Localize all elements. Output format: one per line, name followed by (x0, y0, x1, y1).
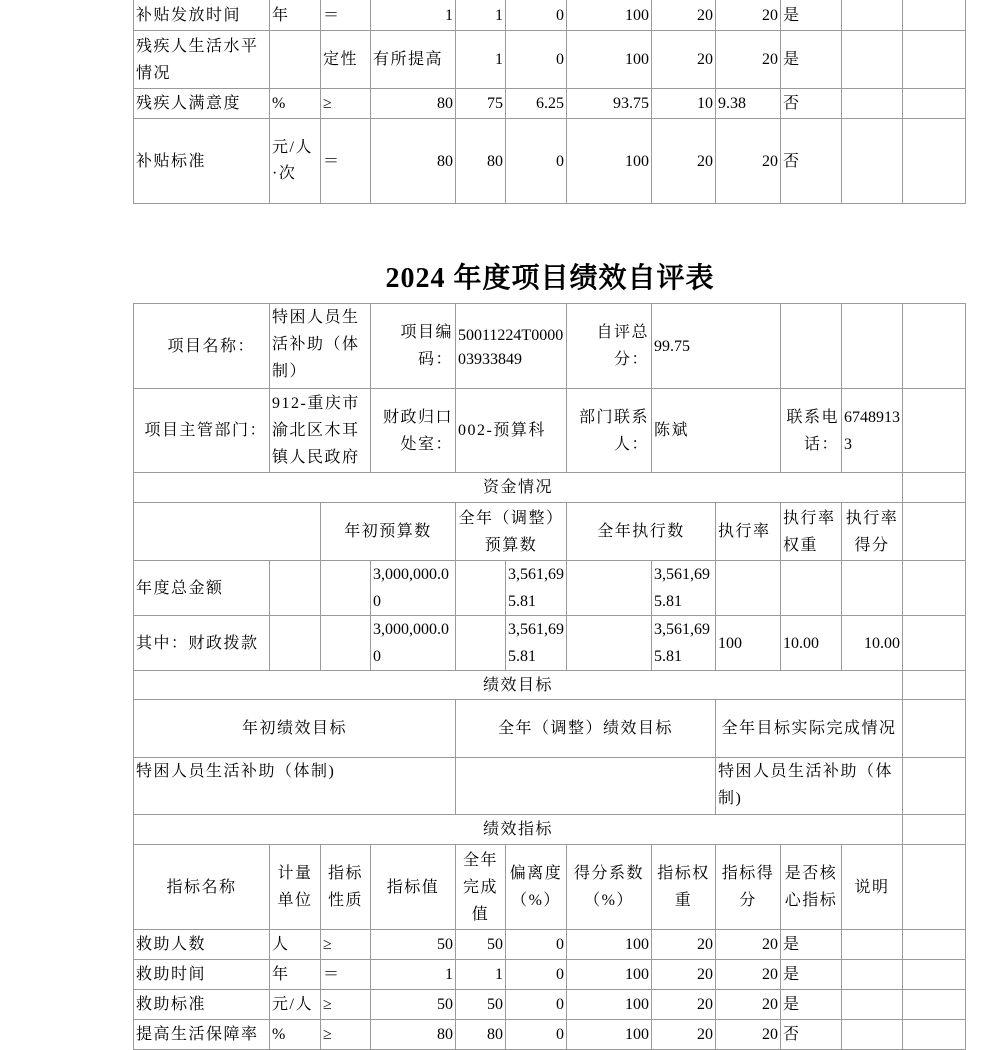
indicator-header: 计量单位 (270, 845, 321, 930)
indicator-cell-0: 救助人数 (134, 930, 270, 960)
indicator-cell-10 (842, 990, 903, 1020)
indicator-cell-4: 1 (456, 960, 506, 990)
indicator-cell-11 (903, 990, 966, 1020)
indicator-cell-9: 是 (781, 0, 842, 31)
indicator-row (134, 990, 966, 1020)
indicator-cell-10 (842, 930, 903, 960)
indicator-cell-6: 100 (567, 119, 652, 204)
indicator-cell-0: 残疾人生活水平情况 (134, 31, 270, 89)
indicator-cell-4: 80 (456, 1020, 506, 1050)
empty-cell (903, 758, 966, 815)
empty-cell (903, 616, 966, 671)
adjusted-goal (456, 758, 716, 815)
empty-cell (903, 671, 966, 700)
indicator-header: 偏离度（%） (506, 845, 567, 930)
indicator-cell-3: 50 (371, 990, 456, 1020)
finance-office-label: 财政归口处室： (371, 389, 456, 473)
empty-cell (456, 561, 506, 616)
rate-weight: 10.00 (781, 616, 842, 671)
funds-section-header: 资金情况 (134, 473, 903, 503)
indicator-cell-3: 80 (371, 1020, 456, 1050)
dept: 912-重庆市渝北区木耳镇人民政府 (270, 389, 371, 473)
indicator-header: 指标得分 (716, 845, 781, 930)
indicator-cell-2: ＝ (321, 960, 371, 990)
indicator-cell-6: 100 (567, 0, 652, 31)
indicator-header: 是否核心指标 (781, 845, 842, 930)
indicator-cell-5: 0 (506, 930, 567, 960)
indicator-header: 指标值 (371, 845, 456, 930)
indicator-cell-0: 补贴发放时间 (134, 0, 270, 31)
indicator-cell-2: ≥ (321, 1020, 371, 1050)
empty-cell (134, 503, 321, 561)
indicator-cell-7: 20 (652, 990, 716, 1020)
rate-score (842, 561, 903, 616)
indicator-cell-11 (903, 89, 966, 119)
indicator-cell-7: 20 (652, 119, 716, 204)
indicator-cell-7: 20 (652, 31, 716, 89)
initial-budget: 3,000,000.00 (371, 561, 456, 616)
empty-cell (270, 616, 321, 671)
indicator-cell-7: 20 (652, 0, 716, 31)
indicator-cell-3: 50 (371, 930, 456, 960)
indicator-cell-1: 年 (270, 0, 321, 31)
indicator-header: 说明 (842, 845, 903, 930)
indicator-cell-8: 20 (716, 930, 781, 960)
indicator-cell-8: 20 (716, 990, 781, 1020)
indicator-cell-5: 0 (506, 0, 567, 31)
indicator-row (134, 0, 966, 31)
goals-header: 全年目标实际完成情况 (716, 700, 903, 758)
page-title: 2024 年度项目绩效自评表 (385, 263, 715, 294)
indicator-cell-3: 有所提高 (371, 31, 456, 89)
indicator-header: 全年完成值 (456, 845, 506, 930)
indicator-cell-2: ≥ (321, 930, 371, 960)
indicator-cell-8: 20 (716, 1020, 781, 1050)
indicator-cell-2: 定性 (321, 31, 371, 89)
indicator-cell-4: 75 (456, 89, 506, 119)
indicator-cell-0: 补贴标准 (134, 119, 270, 204)
self-evaluation-table (133, 303, 966, 1050)
indicator-header: 指标权重 (652, 845, 716, 930)
phone: 67489133 (842, 389, 903, 473)
funds-row-label: 其中：财政拨款 (134, 616, 270, 671)
indicator-cell-6: 100 (567, 990, 652, 1020)
execution-rate: 100 (716, 616, 781, 671)
project-code-label: 项目编码： (371, 304, 456, 389)
indicator-cell-3: 1 (371, 0, 456, 31)
indicator-cell-9: 是 (781, 31, 842, 89)
empty-cell (903, 389, 966, 473)
indicator-cell-6: 100 (567, 930, 652, 960)
indicator-cell-4: 50 (456, 930, 506, 960)
indicator-cell-3: 80 (371, 119, 456, 204)
previous-indicator-table (133, 0, 966, 204)
indicator-cell-7: 20 (652, 930, 716, 960)
indicator-cell-6: 100 (567, 960, 652, 990)
dept-label: 项目主管部门： (134, 389, 270, 473)
indicator-row (134, 89, 966, 119)
indicator-cell-2: ≥ (321, 990, 371, 1020)
indicator-header: 指标性质 (321, 845, 371, 930)
indicator-row (134, 930, 966, 960)
project-name-label: 项目名称： (134, 304, 270, 389)
goals-header-row (134, 700, 966, 758)
contact: 陈斌 (652, 389, 781, 473)
empty-cell (842, 304, 903, 389)
indicator-cell-11 (903, 960, 966, 990)
indicator-cell-4: 80 (456, 119, 506, 204)
indicator-cell-0: 提高生活保障率 (134, 1020, 270, 1050)
indicator-cell-4: 1 (456, 31, 506, 89)
initial-goal: 特困人员生活补助（体制) (134, 758, 456, 815)
indicator-cell-10 (842, 960, 903, 990)
goals-header: 年初绩效目标 (134, 700, 456, 758)
indicator-cell-0: 救助时间 (134, 960, 270, 990)
empty-cell (321, 616, 371, 671)
indicator-cell-3: 80 (371, 89, 456, 119)
goals-row (134, 758, 966, 815)
indicator-cell-5: 0 (506, 119, 567, 204)
goals-section-header: 绩效目标 (134, 671, 903, 700)
project-name: 特困人员生活补助（体制） (270, 304, 371, 389)
indicator-cell-10 (842, 119, 903, 204)
info-row-2 (134, 389, 966, 473)
empty-cell (903, 503, 966, 561)
adjusted-budget: 3,561,695.81 (506, 616, 567, 671)
funds-header-row (134, 503, 966, 561)
phone-label: 联系电话： (781, 389, 842, 473)
indicator-cell-2: ＝ (321, 0, 371, 31)
indicator-row (134, 1020, 966, 1050)
self-score-label: 自评总分： (567, 304, 652, 389)
indicator-cell-5: 0 (506, 990, 567, 1020)
indicator-cell-4: 50 (456, 990, 506, 1020)
indicator-cell-3: 1 (371, 960, 456, 990)
indicator-cell-9: 否 (781, 1020, 842, 1050)
adjusted-budget: 3,561,695.81 (506, 561, 567, 616)
empty-cell (903, 700, 966, 758)
empty-cell (903, 561, 966, 616)
indicator-cell-8: 20 (716, 0, 781, 31)
indicator-cell-5: 6.25 (506, 89, 567, 119)
indicator-header: 得分系数（%） (567, 845, 652, 930)
indicator-cell-6: 93.75 (567, 89, 652, 119)
indicator-header: 指标名称 (134, 845, 270, 930)
indicator-cell-5: 0 (506, 960, 567, 990)
self-score: 99.75 (652, 304, 781, 389)
indicator-cell-6: 100 (567, 1020, 652, 1050)
indicator-cell-7: 20 (652, 1020, 716, 1050)
indicator-cell-0: 残疾人满意度 (134, 89, 270, 119)
indicator-cell-5: 0 (506, 31, 567, 89)
indicator-cell-11 (903, 31, 966, 89)
indicator-cell-9: 否 (781, 89, 842, 119)
empty-cell (270, 561, 321, 616)
indicator-cell-1 (270, 31, 321, 89)
indicator-cell-8: 20 (716, 31, 781, 89)
empty-cell (903, 304, 966, 389)
funds-header: 执行率 (716, 503, 781, 561)
actual-goal: 特困人员生活补助（体制) (716, 758, 903, 815)
indicator-cell-0: 救助标准 (134, 990, 270, 1020)
funds-row (134, 616, 966, 671)
funds-header: 全年（调整）预算数 (456, 503, 567, 561)
indicator-cell-11 (903, 119, 966, 204)
empty-cell (903, 845, 966, 930)
rate-score: 10.00 (842, 616, 903, 671)
indicator-cell-7: 20 (652, 960, 716, 990)
indicator-cell-1: % (270, 1020, 321, 1050)
indicator-cell-1: 元/人·次 (270, 119, 321, 204)
rate-weight (781, 561, 842, 616)
indicator-cell-10 (842, 1020, 903, 1050)
indicator-cell-10 (842, 89, 903, 119)
execution-rate (716, 561, 781, 616)
indicator-cell-9: 是 (781, 960, 842, 990)
empty-cell (456, 616, 506, 671)
indicator-cell-10 (842, 0, 903, 31)
contact-label: 部门联系人： (567, 389, 652, 473)
finance-office: 002-预算科 (456, 389, 567, 473)
indicator-cell-8: 9.38 (716, 89, 781, 119)
funds-row (134, 561, 966, 616)
funds-header: 全年执行数 (567, 503, 716, 561)
indicators-section-header: 绩效指标 (134, 815, 903, 845)
indicator-cell-11 (903, 1020, 966, 1050)
indicator-cell-5: 0 (506, 1020, 567, 1050)
empty-cell (903, 473, 966, 503)
empty-cell (903, 815, 966, 845)
indicator-row (134, 31, 966, 89)
executed-amount: 3,561,695.81 (652, 561, 716, 616)
indicator-cell-1: 人 (270, 930, 321, 960)
indicator-cell-9: 否 (781, 119, 842, 204)
funds-row-label: 年度总金额 (134, 561, 270, 616)
indicator-cell-6: 100 (567, 31, 652, 89)
funds-header: 年初预算数 (321, 503, 456, 561)
project-code: 50011224T000003933849 (456, 304, 567, 389)
indicator-cell-2: ＝ (321, 119, 371, 204)
indicator-row (134, 960, 966, 990)
indicator-cell-4: 1 (456, 0, 506, 31)
empty-cell (321, 561, 371, 616)
empty-cell (567, 561, 652, 616)
indicator-cell-11 (903, 930, 966, 960)
initial-budget: 3,000,000.00 (371, 616, 456, 671)
funds-header: 执行率权重 (781, 503, 842, 561)
executed-amount: 3,561,695.81 (652, 616, 716, 671)
indicator-cell-8: 20 (716, 119, 781, 204)
indicator-cell-1: 年 (270, 960, 321, 990)
indicators-header-row (134, 845, 966, 930)
empty-cell (567, 616, 652, 671)
indicator-row (134, 119, 966, 204)
indicator-cell-9: 是 (781, 930, 842, 960)
indicator-cell-8: 20 (716, 960, 781, 990)
indicator-cell-10 (842, 31, 903, 89)
indicator-cell-7: 10 (652, 89, 716, 119)
goals-header: 全年（调整）绩效目标 (456, 700, 716, 758)
indicator-cell-2: ≥ (321, 89, 371, 119)
info-row-1 (134, 304, 966, 389)
funds-header: 执行率得分 (842, 503, 903, 561)
indicator-cell-1: % (270, 89, 321, 119)
indicator-cell-11 (903, 0, 966, 31)
indicator-cell-9: 是 (781, 990, 842, 1020)
indicator-cell-1: 元/人 (270, 990, 321, 1020)
empty-cell (781, 304, 842, 389)
